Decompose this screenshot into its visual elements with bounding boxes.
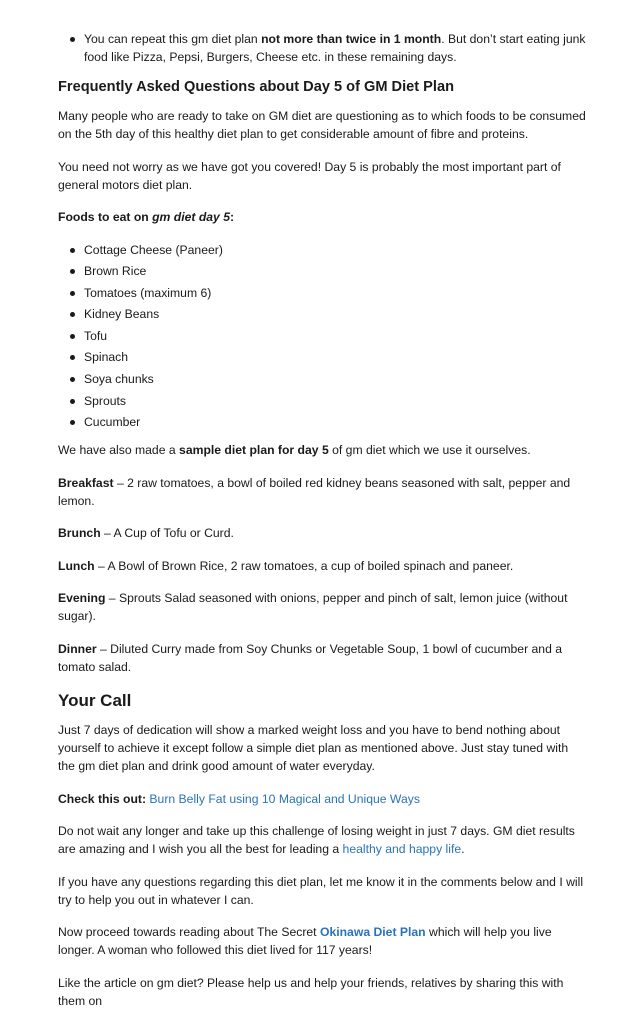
- meal-evening: Evening – Sprouts Salad seasoned with onions, pepper and pinch of salt, lemon juice (without sugar).: [58, 591, 568, 624]
- list-item: Cucumber: [84, 413, 588, 431]
- meal-brunch: Brunch – A Cup of Tofu or Curd.: [58, 526, 234, 541]
- sample-paragraph: We have also made a sample diet plan for day 5 of gm diet which we use it ourselves.: [58, 443, 531, 458]
- meal-lunch: Lunch – A Bowl of Brown Rice, 2 raw tomatoes, a cup of boiled spinach and paneer.: [58, 558, 514, 573]
- your-call-heading: Your Call: [58, 691, 132, 711]
- meal-dinner: Dinner – Diluted Curry made from Soy Chunks or Vegetable Soup, 1 bowl of cucumber and a tomato salad.: [58, 641, 563, 674]
- list-item: Spinach: [84, 348, 588, 366]
- list-item: Tofu: [84, 327, 588, 345]
- check-this-paragraph: Check this out: Burn Belly Fat using 10 Magical and Unique Ways: [58, 791, 420, 806]
- paragraph: Just 7 days of dedication will show a marked weight loss and you have to bend nothing about yourself to achieve it except follow a simple diet plan as mentioned above. Just stay tuned with the gm diet plan and drink good amount of water everyday.: [58, 723, 569, 774]
- paragraph: If you have any questions regarding this diet plan, let me know it in the comments below and I will try to help you out in whatever I can.: [58, 874, 584, 907]
- paragraph: Like the article on gm diet? Please help us and help your friends, relatives by sharing this with them on: [58, 975, 564, 1008]
- list-item: Kidney Beans: [84, 305, 588, 323]
- bold-text: not more than twice in 1 month: [261, 32, 442, 46]
- meal-breakfast: Breakfast – 2 raw tomatoes, a bowl of boiled red kidney beans seasoned with salt, pepper and lemon.: [58, 475, 571, 508]
- foods-label: Foods to eat on gm diet day 5:: [58, 210, 235, 224]
- list-item: Tomatoes (maximum 6): [84, 284, 588, 302]
- list-item: Soya chunks: [84, 370, 588, 388]
- okinawa-diet-plan-link[interactable]: Okinawa Diet Plan: [319, 925, 426, 940]
- foods-list: [58, 241, 588, 432]
- paragraph: Do not wait any longer and take up this challenge of losing weight in just 7 days. GM diet results are amazing and I wish you all the best for leading a healthy and happy life.: [58, 824, 575, 857]
- list-item: Sprouts: [84, 392, 588, 410]
- faq-heading: Frequently Asked Questions about Day 5 of GM Diet Plan: [58, 79, 454, 95]
- article-body: [58, 30, 588, 1024]
- list-item: Brown Rice: [84, 262, 588, 280]
- intro-list: [58, 30, 588, 66]
- list-item: Cottage Cheese (Paneer): [84, 241, 588, 259]
- paragraph: Many people who are ready to take on GM diet are questioning as to which foods to be consumed on the 5th day of this healthy diet plan to get considerable amount of fibre and proteins.: [58, 109, 586, 141]
- paragraph: You need not worry as we have got you covered! Day 5 is probably the most important part of general motors diet plan.: [58, 159, 561, 192]
- list-item: You can repeat this gm diet plan not more than twice in 1 month. But don’t start eating junk food like Pizza, Pepsi, Burgers, Cheese etc. in these remaining days.: [84, 30, 588, 66]
- burn-belly-fat-link[interactable]: Burn Belly Fat using 10 Magical and Unique Ways: [149, 791, 420, 806]
- paragraph: Now proceed towards reading about The Secret Okinawa Diet Plan which will help you live longer. A woman who followed this diet lived for 117 years!: [58, 925, 552, 958]
- healthy-happy-life-link[interactable]: healthy and happy life: [342, 842, 462, 857]
